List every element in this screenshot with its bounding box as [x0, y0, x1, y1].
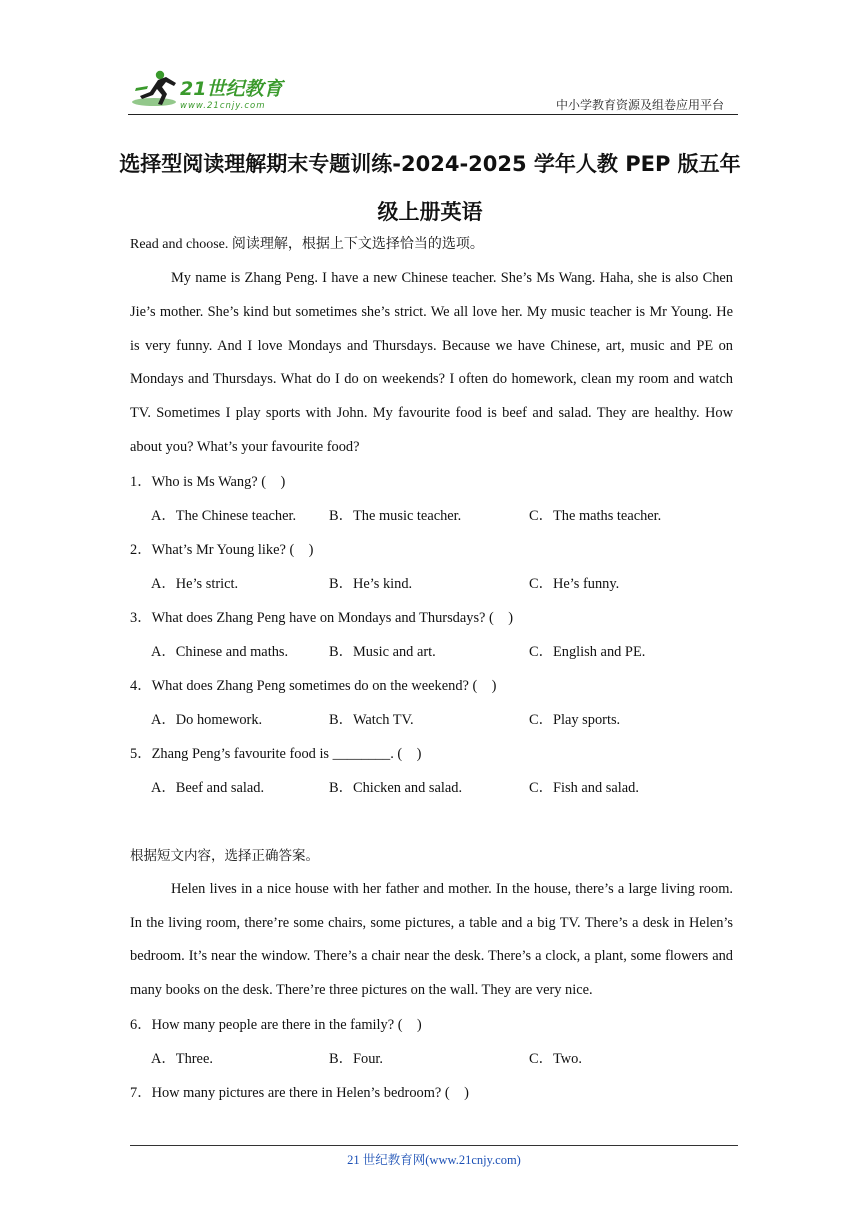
option-b: B．Watch TV. — [329, 711, 414, 728]
section-spacer — [130, 805, 733, 839]
platform-name: 中小学教育资源及组卷应用平台 — [555, 98, 724, 112]
section2-instruction: 根据短文内容，选择正确答案。 — [130, 847, 319, 864]
option-c: C．Two. — [529, 1050, 582, 1067]
section2-passage: Helen lives in a nice house with her father and mother. In the house, there’s a large living room. In the living room, there’re some chairs, some pictures, a table and a big TV. There’s a desk in Helen’s bedroom. It’s near the window. There’s a chair near the desk. There’s a clock, a plant, some flowers and many books on the desk. There’re three pictures on the wall. They are very nice. — [130, 880, 733, 999]
question-options — [130, 635, 733, 669]
logo — [128, 68, 298, 114]
option-a: A．Three. — [151, 1050, 213, 1067]
question-text: 4．What does Zhang Peng sometimes do on the weekend? ( ) — [130, 677, 497, 694]
question-options — [130, 703, 733, 737]
page-title — [110, 140, 750, 236]
question-7 — [130, 1076, 733, 1110]
question-options — [130, 499, 733, 533]
question-4 — [130, 669, 733, 737]
question-6 — [130, 1008, 733, 1076]
option-b: B．The music teacher. — [329, 507, 462, 524]
option-c: C．The maths teacher. — [529, 507, 662, 524]
option-c: C．Play sports. — [529, 711, 621, 728]
title-line-2: 级上册英语 — [377, 200, 483, 224]
section2-questions — [130, 1008, 733, 1110]
exercise-content — [130, 228, 733, 1110]
option-a: A．He’s strict. — [151, 575, 239, 592]
question-options — [130, 771, 733, 805]
svg-text:www.21cnjy.com: www.21cnjy.com — [180, 101, 266, 111]
option-b: B．Four. — [329, 1050, 383, 1067]
question-text: 7．How many pictures are there in Helen’s bedroom? ( ) — [130, 1084, 469, 1101]
section1-passage: My name is Zhang Peng. I have a new Chinese teacher. She’s Ms Wang. Haha, she is also Chen Jie’s mother. She’s kind but sometimes she’s strict. We all love her. My music teacher is Mr Young. He is very funny. And I love Mondays and Thursdays. Because we have Chinese, art, music and PE on Mondays and Thursdays. What do I do on weekends? I often do homework, clean my room and watch TV. Sometimes I play sports with John. My favourite food is beef and salad. They are healthy. How about you? What’s your favourite food? — [130, 270, 733, 455]
option-b: B．Chicken and salad. — [329, 779, 463, 796]
section1-instruction: Read and choose. 阅读理解，根据上下文选择恰当的选项。 — [130, 237, 484, 252]
svg-text:21世纪教育: 21世纪教育 — [180, 78, 283, 100]
question-5 — [130, 737, 733, 805]
question-text: 5．Zhang Peng’s favourite food is ________. ( ) — [130, 745, 422, 762]
option-a: A．Beef and salad. — [151, 779, 265, 796]
option-a: A．Do homework. — [151, 711, 263, 728]
question-1 — [130, 465, 733, 533]
question-options — [130, 567, 733, 601]
question-3 — [130, 601, 733, 669]
footer-divider — [130, 1145, 738, 1146]
header-divider — [128, 114, 738, 115]
question-options — [130, 1042, 733, 1076]
option-c: C．English and PE. — [529, 643, 646, 660]
question-text: 3．What does Zhang Peng have on Mondays and Thursdays? ( ) — [130, 609, 514, 626]
title-line-1: 选择型阅读理解期末专题训练-2024-2025 学年人教 PEP 版五年 — [119, 152, 741, 176]
option-c: C．He’s funny. — [529, 575, 620, 592]
question-text: 1．Who is Ms Wang? ( ) — [130, 473, 286, 490]
section1-questions — [130, 465, 733, 805]
question-text: 2．What’s Mr Young like? ( ) — [130, 541, 314, 558]
question-text: 6．How many people are there in the family? ( ) — [130, 1016, 422, 1033]
page-header — [128, 68, 738, 114]
option-c: C．Fish and salad. — [529, 779, 639, 796]
runner-logo-icon — [128, 68, 298, 114]
option-b: B．Music and art. — [329, 643, 436, 660]
question-2 — [130, 533, 733, 601]
footer-link[interactable]: 21 世纪教育网(www.21cnjy.com) — [347, 1153, 521, 1167]
option-a: A．The Chinese teacher. — [151, 507, 297, 524]
option-b: B．He’s kind. — [329, 575, 413, 592]
option-a: A．Chinese and maths. — [151, 643, 289, 660]
